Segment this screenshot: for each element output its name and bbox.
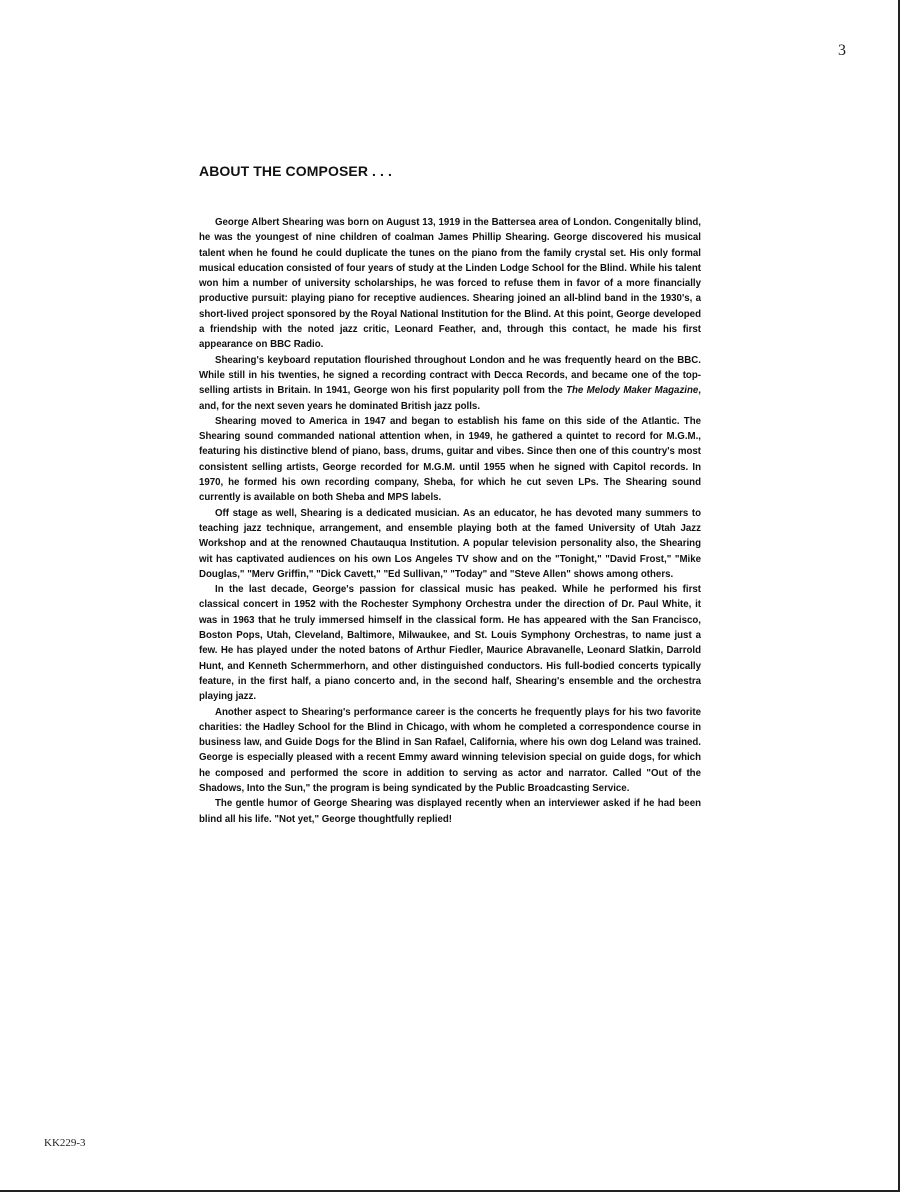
paragraph-keyboard-reputation	[199, 353, 701, 414]
composer-biography	[199, 215, 701, 827]
page-number: 3	[838, 42, 846, 59]
catalog-code: KK229-3	[44, 1137, 86, 1149]
paragraph-charities: Another aspect to Shearing's performance career is the concerts he frequently plays for his two favorite charities: the Hadley School for the Blind in Chicago, with whom he completed a correspondence course in business law, and Guide Dogs for the Blind in San Rafael, California, where his own dog Leland was trained. George is especially pleased with a recent Emmy award winning television special on guide dogs, for which he composed and performed the score in addition to serving as actor and narrator. Called "Out of the Shadows, Into the Sun," the program is being syndicated by the Public Broadcasting Service.	[199, 706, 701, 794]
paragraph-text: , and, for the next seven years he dominated British jazz polls.	[199, 385, 701, 412]
magazine-title: The Melody Maker Magazine	[566, 385, 699, 397]
paragraph-humor: The gentle humor of George Shearing was displayed recently when an interviewer asked if he had been blind all his life. "Not yet," George thoughtfully replied!	[199, 798, 701, 825]
paragraph-text: Shearing's keyboard reputation flourished throughout London and he was frequently heard on the BBC. While still in his twenties, he signed a recording contract with Decca Records, and became one of the top-selling artists in Britain. In 1941, George won his first popularity poll from the	[199, 354, 701, 397]
paragraph-early-life: George Albert Shearing was born on August 13, 1919 in the Battersea area of London. Congenitally blind, he was the youngest of nine children of coalman James Phillip Shearing. George discovered his musical talent when he found he could duplicate the tunes on the piano from the family crystal set. His only formal musical education consisted of four years of study at the Linden Lodge School for the Blind. While his talent won him a number of university scholarships, he was forced to refuse them in favor of a more financially productive pursuit: playing piano for receptive audiences. Shearing joined an all-blind band in the 1930's, a short-lived project sponsored by the Royal National Institution for the Blind. At this point, George developed a friendship with the noted jazz critic, Leonard Feather, and, through this contact, he made his first appearance on BBC Radio.	[199, 217, 701, 351]
page-title: ABOUT THE COMPOSER . . .	[199, 163, 392, 179]
paragraph-classical: In the last decade, George's passion for classical music has peaked. While he performed his first classical concert in 1952 with the Rochester Symphony Orchestra under the direction of Dr. Paul White, it was in 1963 that he truly immersed himself in the classical form. He has appeared with the San Francisco, Boston Pops, Utah, Cleveland, Baltimore, Milwaukee, and St. Louis Symphony Orchestras, to name just a few. He has played under the noted batons of Arthur Fiedler, Maurice Abravanelle, Leonard Slatkin, Darrold Hunt, and Kenneth Schermmerhorn, and other distinguished conductors. His full-bodied concerts typically feature, in the first half, a piano concerto and, in the second half, Shearing's ensemble and the orchestra playing jazz.	[199, 584, 701, 703]
paragraph-america: Shearing moved to America in 1947 and began to establish his fame on this side of the Atlantic. The Shearing sound commanded national attention when, in 1949, he gathered a quintet to record for M.G.M., featuring his distinctive blend of piano, bass, drums, guitar and vibes. Since then one of this country's most consistent selling artists, George recorded for M.G.M. until 1955 when he signed with Capitol records. In 1970, he formed his own recording company, Sheba, for which he cut seven LPs. The Shearing sound currently is available on both Sheba and MPS labels.	[199, 415, 701, 504]
paragraph-educator: Off stage as well, Shearing is a dedicated musician. As an educator, he has devoted many summers to teaching jazz technique, arrangement, and ensemble playing both at the famed University of Utah Jazz Workshop and at the renowned Chautauqua Institution. A popular television personality also, the Shearing wit has captivated audiences on his own Los Angeles TV show and on the "Tonight," "David Frost," "Mike Douglas," "Merv Griffin," "Dick Cavett," "Ed Sullivan," "Today" and "Steve Allen" shows among others.	[199, 507, 701, 580]
